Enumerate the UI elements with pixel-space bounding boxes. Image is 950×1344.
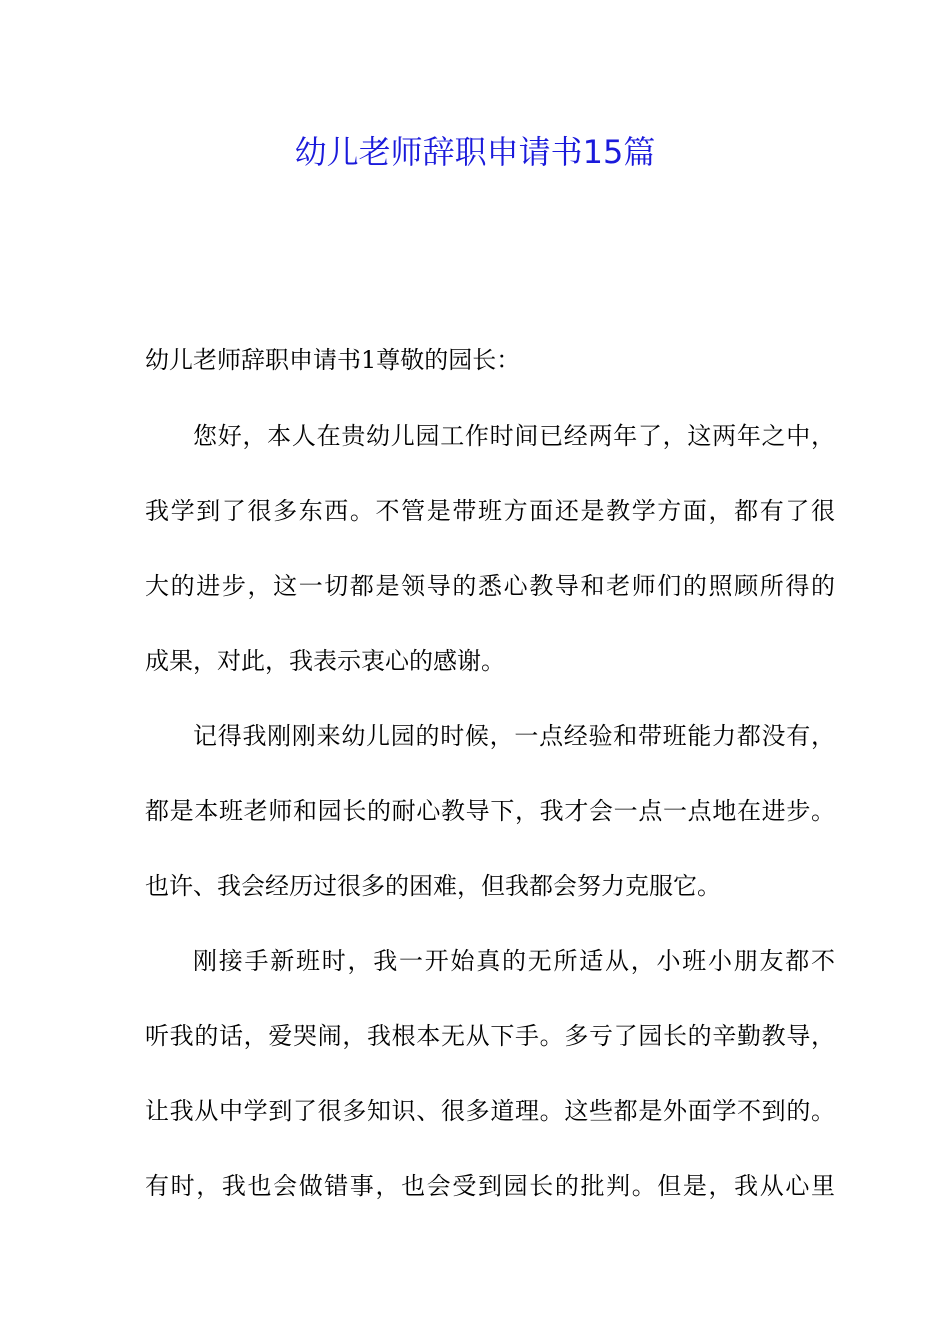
body-line: 听我的话，爱哭闹，我根本无从下手。多亏了园长的辛勤教导， [145, 1022, 835, 1050]
body-line: 我学到了很多东西。不管是带班方面还是教学方面，都有了很 [145, 497, 835, 525]
body-line: 刚接手新班时，我一开始真的无所适从，小班小朋友都不 [193, 947, 835, 975]
body-line: 有时，我也会做错事，也会受到园长的批判。但是，我从心里 [145, 1172, 835, 1200]
body-line: 大的进步，这一切都是领导的悉心教导和老师们的照顾所得的 [145, 572, 835, 600]
body-line: 记得我刚刚来幼儿园的时候，一点经验和带班能力都没有， [193, 722, 835, 750]
body-line: 让我从中学到了很多知识、很多道理。这些都是外面学不到的。 [145, 1097, 835, 1125]
letter-heading-line: 幼儿老师辞职申请书1尊敬的园长： [145, 346, 521, 374]
body-line: 您好，本人在贵幼儿园工作时间已经两年了，这两年之中， [193, 422, 835, 450]
document-title: 幼儿老师辞职申请书15篇 [294, 133, 656, 171]
body-line: 都是本班老师和园长的耐心教导下，我才会一点一点地在进步。 [145, 797, 835, 825]
body-line: 也许、我会经历过很多的困难，但我都会努力克服它。 [145, 872, 721, 900]
body-line: 成果，对此，我表示衷心的感谢。 [145, 647, 505, 675]
